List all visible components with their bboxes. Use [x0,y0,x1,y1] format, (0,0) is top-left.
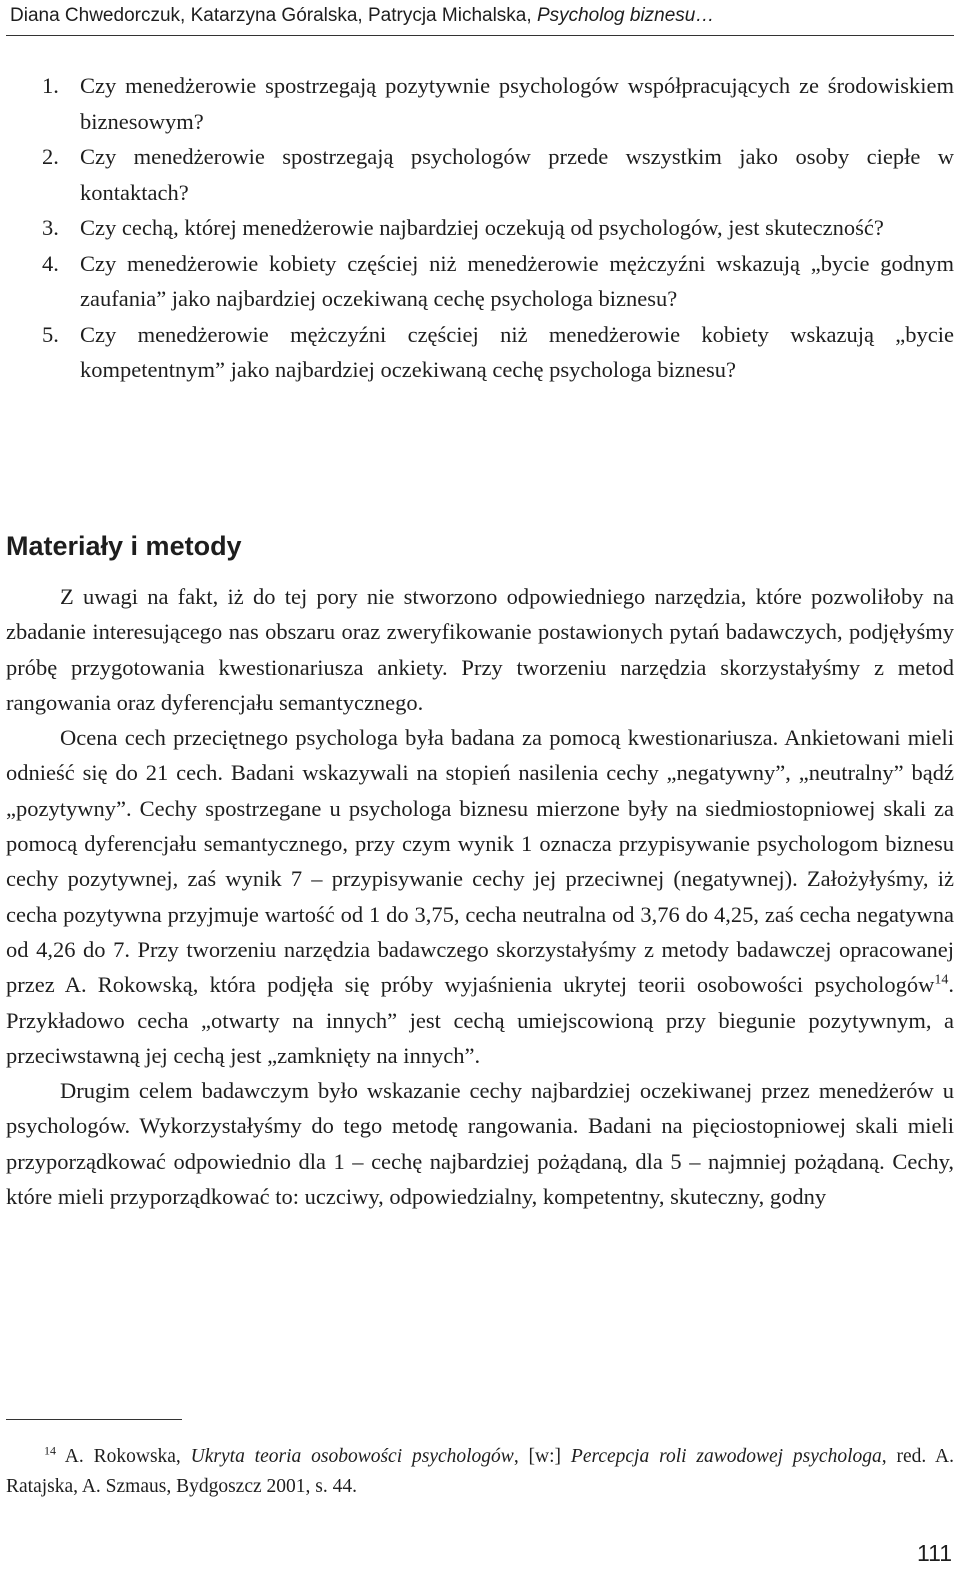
question-number: 2. [42,144,59,169]
question-item [6,210,954,246]
header-rule [6,35,954,36]
running-head-title: Psycholog biznesu… [536,5,715,26]
footnote-rule [6,1419,182,1420]
paragraph: Drugim celem badawczym było wskazanie cechy najbardziej oczekiwanej przez menedżerów u psychologów. Wykorzystałyśmy do tego metodę rangowania. Badani na pięciostopniowej skali mieli przyporządkować odpowiednio dla 1 – cechę najbardziej pożądaną, dla 5 – najmniej pożądaną. Cechy, które mieli przyporządkować to: uczciwy, odpowiedzialny, kompetentny, skuteczny, godny [6,1078,954,1210]
question-text: Czy menedżerowie spostrzegają pozytywnie psychologów współpracujących ze środowiskiem biznesowym? [80,73,954,134]
footnote-author: A. Rokowska, [56,1446,191,1467]
question-item [6,246,954,317]
question-number: 5. [42,321,59,347]
paragraph: Z uwagi na fakt, iż do tej pory nie stworzono odpowiedniego narzędzia, które pozwoliłoby na zbadanie interesującego nas obszaru oraz zweryfikowanie postawionych pytań badawczych, podjęłyśmy próbę przygotowania kwestionariusza ankiety. Przy tworzeniu narzędzia skorzystałyśmy z metod rangowania oraz dyferencjału semantycznego. [6,584,954,715]
paragraph-text: . Przykładowo cecha „otwarty na innych” jest cechą umiejscowioną przy biegunie pozytywnym, a przeciwstawną jej cechą jest „zamknięty na innych”. [6,972,954,1068]
question-text: Czy menedżerowie spostrzegają psychologów przede wszystkim jako osoby ciepłe w kontaktach? [80,144,954,205]
question-text: Czy menedżerowie mężczyźni częściej niż menedżerowie kobiety wskazują „bycie kompetentnym” jako najbardziej oczekiwaną cechę psychologa biznesu? [80,321,954,382]
footnote-details: , red. A. Ratajska, A. Szmaus, Bydgoszcz 2001, s. 44. [6,1446,954,1497]
footnote-separator: , [w:] [513,1446,571,1467]
footnote-title: Ukryta teoria osobowości psychologów [190,1446,514,1467]
question-item [6,139,954,210]
body-text [6,579,954,1214]
footnote-book-title: Percepcja roli zawodowej psychologa [570,1446,882,1467]
question-item [6,68,954,139]
question-text: Czy menedżerowie kobiety częściej niż menedżerowie mężczyźni wskazują „bycie godnym zaufania” jako najbardziej oczekiwaną cechę psychologa biznesu? [80,250,954,311]
running-head-authors: Diana Chwedorczuk, Katarzyna Góralska, Patrycja Michalska, [10,5,537,26]
question-number: 1. [42,73,59,98]
footnote-number: 14 [44,1443,56,1458]
footnote [6,1442,954,1502]
paragraph-text: Ocena cech przeciętnego psychologa była badana za pomocą kwestionariusza. Ankietowani mieli odnieść się do 21 cech. Badani wskazywali na stopień nasilenia cechy „negatywny”, „neutralny” bądź „pozytywny”. Cechy spostrzegane u psychologa biznesu mierzone były na siedmiostopniowej skali za pomocą dyferencjału semantycznego, przy czym wynik 1 oznacza przypisywanie psychologom biznesu cechy pozytywnej, zaś wynik 7 – przypisywanie cechy jej przeciwnej (negatywnej). Założyłyśmy, iż cecha pozytywna przyjmuje wartość od 1 do 3,75, cecha neutralna od 3,76 do 4,25, zaś cecha negatywna od 4,26 do 7. Przy tworzeniu narzędzia badawczego skorzystałyśmy z metody badawczej opracowanej przez A. Rokowską, która podjęła się próby wyjaśnienia ukrytej teorii osobowości psychologów [6,725,954,998]
question-number: 3. [42,215,59,240]
footnote-reference[interactable]: 14 [934,972,949,988]
page-number: 111 [917,1540,952,1566]
question-number: 4. [42,250,59,276]
research-questions-list [6,68,954,388]
section-title: Materiały i metody [6,531,242,561]
question-item [6,317,954,388]
paragraph [6,720,954,1073]
question-text: Czy cechą, której menedżerowie najbardziej oczekują od psychologów, jest skuteczność? [80,215,884,240]
running-head [10,4,954,28]
